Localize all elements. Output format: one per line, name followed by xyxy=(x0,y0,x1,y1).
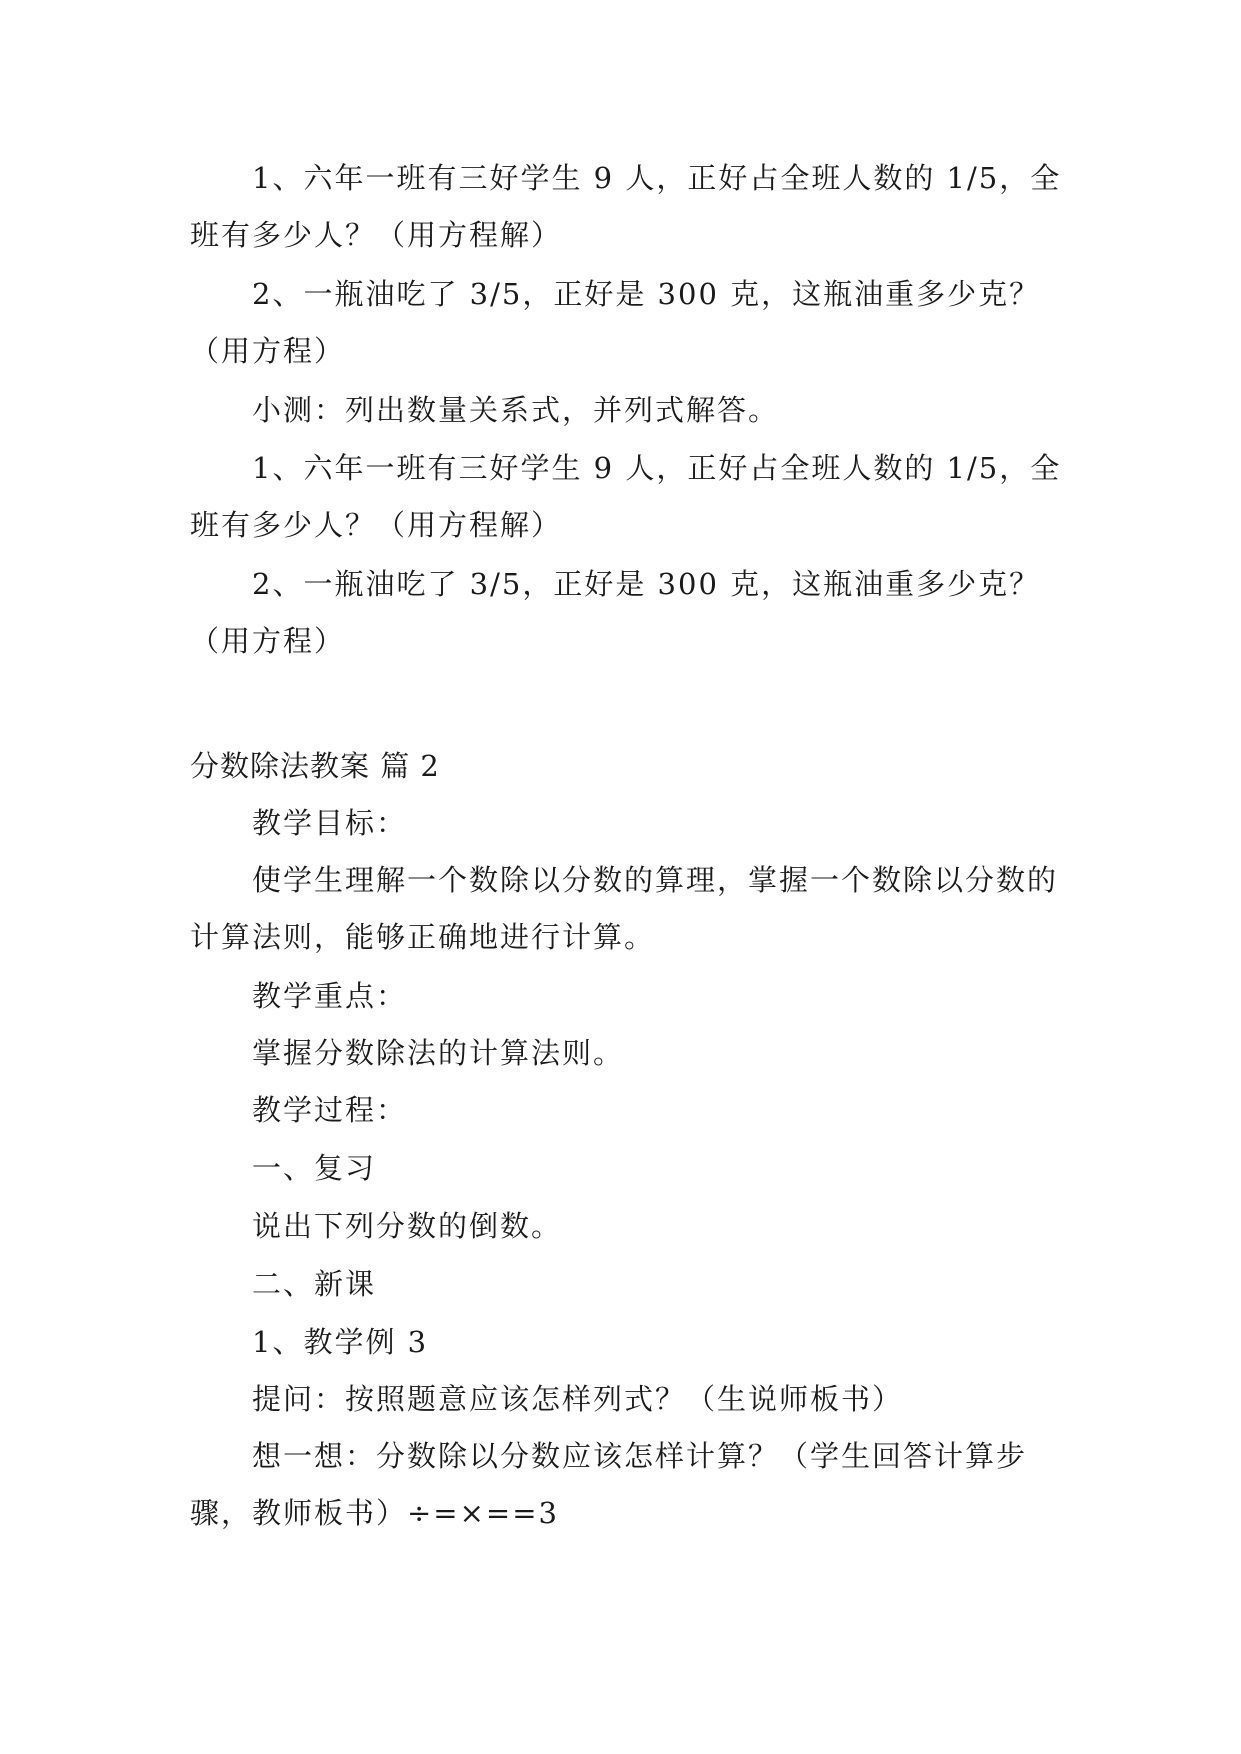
key-text: 掌握分数除法的计算法则。 xyxy=(252,1036,625,1070)
key-label: 教学重点： xyxy=(252,979,408,1013)
question-prompt: 提问：按照题意应该怎样列式？（生说师板书） xyxy=(252,1382,904,1416)
think-prompt: 想一想：分数除以分数应该怎样计算？（学生回答计算步骤，教师板书）÷=×==3 xyxy=(190,1439,1028,1530)
review-text: 说出下列分数的倒数。 xyxy=(252,1209,563,1243)
quiz-question-2: 2、一瓶油吃了 3/5，正好是 300 克，这瓶油重多少克？（用方程） xyxy=(190,567,1041,658)
process-label: 教学过程： xyxy=(252,1093,408,1127)
example-label: 1、教学例 3 xyxy=(252,1325,429,1359)
new-lesson-label: 二、新课 xyxy=(252,1267,377,1301)
quiz-question-1: 1、六年一班有三好学生 9 人，正好占全班人数的 1/5，全班有多少人？（用方程解） xyxy=(190,451,1062,542)
quiz-intro: 小测：列出数量关系式，并列式解答。 xyxy=(252,393,780,427)
goals-text: 使学生理解一个数除以分数的算理，掌握一个数除以分数的计算法则，能够正确地进行计算。 xyxy=(190,863,1059,954)
question-2: 2、一瓶油吃了 3/5，正好是 300 克，这瓶油重多少克？（用方程） xyxy=(190,277,1041,368)
review-label: 一、复习 xyxy=(252,1151,377,1185)
goals-label: 教学目标： xyxy=(252,806,408,840)
section-title: 分数除法教案 篇 2 xyxy=(190,749,440,783)
question-1: 1、六年一班有三好学生 9 人，正好占全班人数的 1/5，全班有多少人？（用方程解） xyxy=(190,161,1062,252)
